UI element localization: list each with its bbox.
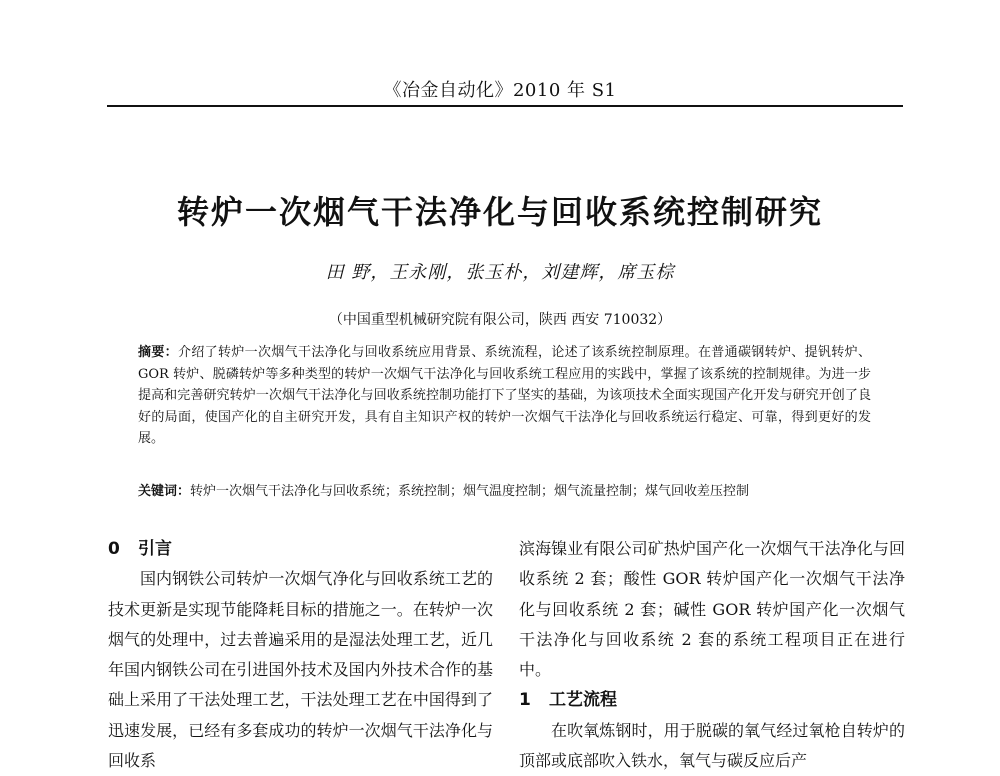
journal-header: 《冶金自动化》2010 年 S1 [383,80,617,101]
section-1-title: 工艺流程 [549,690,617,711]
right-column [519,534,905,776]
keywords [138,481,871,502]
section-0-number: 0 [108,539,120,559]
abstract-label: 摘要： [138,345,178,360]
affiliation: （中国重型机械研究院有限公司，陕西 西安 710032） [328,312,672,328]
abstract [138,342,871,450]
header-rule [107,105,903,107]
left-column [108,534,493,776]
paper-title: 转炉一次烟气干法净化与回收系统控制研究 [176,193,823,231]
section-0-paragraph: 国内钢铁公司转炉一次烟气净化与回收系统工艺的技术更新是实现节能降耗目标的措施之一。在转炉一次烟气的处理中，过去普遍采用的是湿法处理工艺，近几年国内钢铁公司在引进国外技术及国内外技术合作的基础上采用了干法处理工艺，干法处理工艺在中国得到了迅速发展，已经有多套成功的转炉一次烟气干法净化与回收系 [108,569,493,771]
section-0-title: 引言 [138,539,172,559]
continued-paragraph: 滨海镍业有限公司矿热炉国产化一次烟气干法净化与回收系统 2 套；酸性 GOR 转炉国产化一次烟气干法净化与回收系统 2 套；碱性 GOR 转炉国产化一次烟气干法净化与回收系统 2 套的系统工程项目正在进行中。 [519,539,905,680]
section-0-heading [108,534,493,564]
keywords-text: 转炉一次烟气干法净化与回收系统；系统控制；烟气温度控制；烟气流量控制；煤气回收差压控制 [190,484,750,499]
section-1-number: 1 [519,690,531,711]
abstract-text: 介绍了转炉一次烟气干法净化与回收系统应用背景、系统流程，论述了该系统控制原理。在普通碳钢转炉、提钒转炉、GOR 转炉、脱磷转炉等多种类型的转炉一次烟气干法净化与回收系统工程应用的实践中，掌握了该系统的控制规律。为进一步提高和完善研究转炉一次烟气干法净化与回收系统控制功能打下了坚实的基础，为该项技术全面实现国产化开发与研究开创了良好的局面，使国产化的自主研究开发，具有自主知识产权的转炉一次烟气干法净化与回收系统运行稳定、可靠，得到更好的发展。 [138,345,871,446]
section-1-heading [519,685,905,715]
section-1-paragraph: 在吹氧炼钢时，用于脱碳的氧气经过氧枪自转炉的顶部或底部吹入铁水，氧气与碳反应后产 [519,720,905,771]
author-list: 田 野，王永刚，张玉朴，刘建辉，席玉棕 [325,262,675,283]
keywords-label: 关键词： [138,484,191,499]
